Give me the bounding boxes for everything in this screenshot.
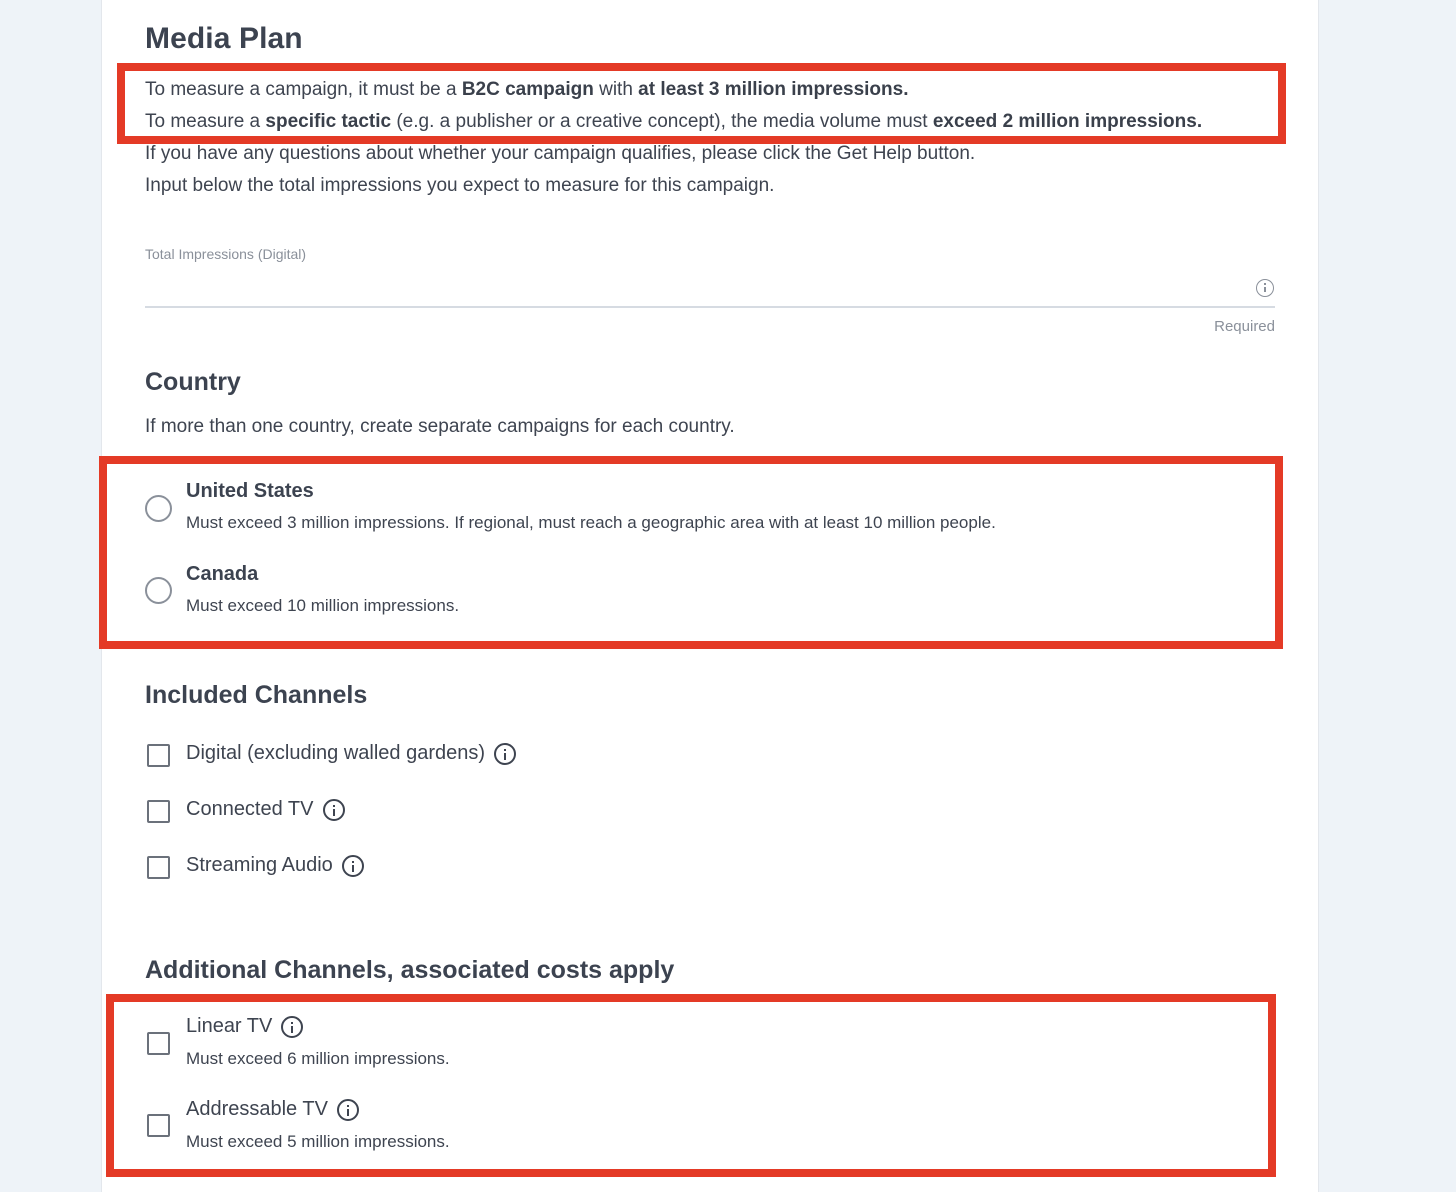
checkbox-connected-tv[interactable]: [147, 800, 170, 823]
channel-label: Linear TV: [186, 1015, 273, 1037]
info-icon[interactable]: [323, 799, 345, 821]
checkbox-digital[interactable]: [147, 744, 170, 767]
checkbox-streaming-audio[interactable]: [147, 856, 170, 879]
campaign-requirement-text: To measure a campaign, it must be a B2C campaign with at least 3 million impressions.: [145, 79, 909, 100]
channel-label: Connected TV: [186, 798, 314, 820]
total-impressions-input[interactable]: [145, 268, 1275, 308]
channel-label: Digital (excluding walled gardens): [186, 742, 486, 764]
channel-streaming-audio[interactable]: [186, 854, 364, 877]
channel-description: Must exceed 5 million impressions.: [186, 1132, 450, 1151]
info-icon[interactable]: [342, 855, 364, 877]
media-plan-title: Media Plan: [145, 22, 303, 55]
info-icon[interactable]: [494, 743, 516, 765]
channel-label: Addressable TV: [186, 1098, 328, 1120]
info-icon[interactable]: [1256, 279, 1274, 297]
channel-digital[interactable]: [186, 742, 516, 765]
country-option-description: Must exceed 10 million impressions.: [186, 596, 460, 615]
form-card: [101, 0, 1319, 1192]
info-icon[interactable]: [337, 1099, 359, 1121]
channel-addressable-tv[interactable]: [186, 1098, 359, 1121]
total-impressions-label: Total Impressions (Digital): [145, 246, 307, 262]
country-subtitle: If more than one country, create separate campaigns for each country.: [145, 416, 735, 437]
channel-linear-tv[interactable]: [186, 1015, 303, 1038]
country-option-label[interactable]: United States: [186, 480, 314, 502]
country-option-description: Must exceed 3 million impressions. If regional, must reach a geographic area with at least 10 million people.: [186, 513, 996, 532]
required-hint: Required: [1214, 318, 1275, 335]
channel-label: Streaming Audio: [186, 854, 333, 876]
radio-canada[interactable]: [145, 577, 172, 604]
help-text: If you have any questions about whether your campaign qualifies, please click the Get Help button.: [145, 143, 976, 164]
country-title: Country: [145, 368, 241, 396]
tactic-requirement-text: To measure a specific tactic (e.g. a publisher or a creative concept), the media volume must exceed 2 million impressions.: [145, 111, 1203, 132]
included-channels-title: Included Channels: [145, 681, 368, 709]
checkbox-linear-tv[interactable]: [147, 1032, 170, 1055]
input-instruction-text: Input below the total impressions you expect to measure for this campaign.: [145, 175, 775, 196]
additional-channels-title: Additional Channels, associated costs apply: [145, 956, 675, 984]
info-icon[interactable]: [281, 1016, 303, 1038]
channel-connected-tv[interactable]: [186, 798, 345, 821]
checkbox-addressable-tv[interactable]: [147, 1114, 170, 1137]
country-option-label[interactable]: Canada: [186, 563, 259, 585]
channel-description: Must exceed 6 million impressions.: [186, 1049, 450, 1068]
radio-united-states[interactable]: [145, 495, 172, 522]
